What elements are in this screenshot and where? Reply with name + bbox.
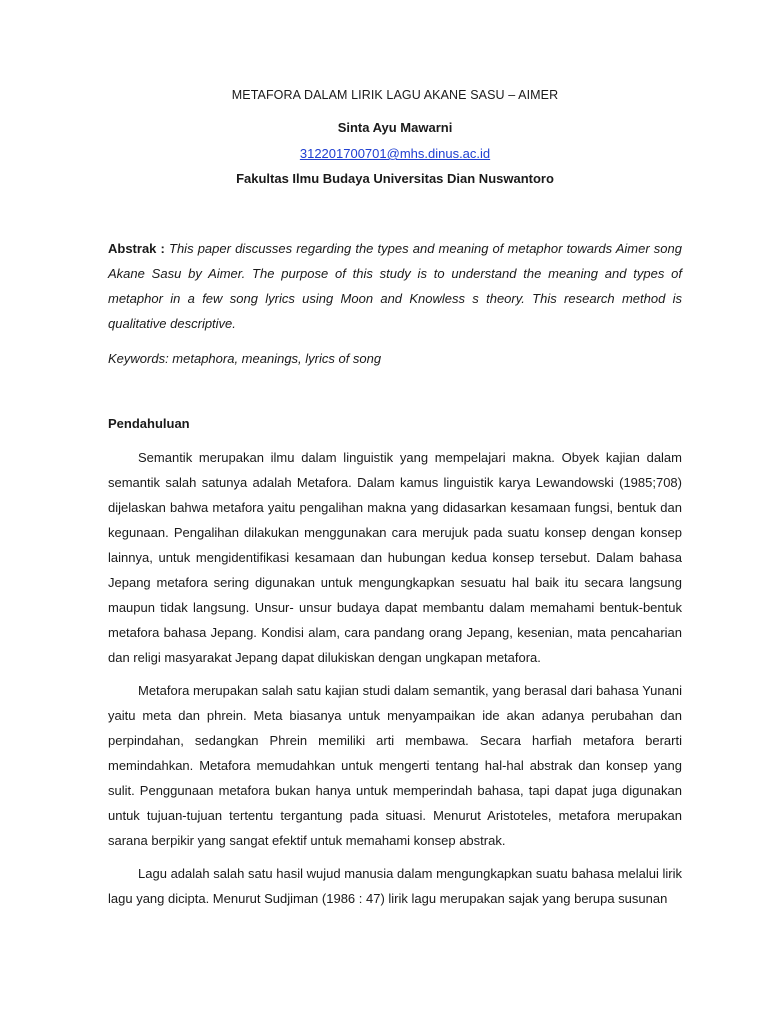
body-paragraph-1: Semantik merupakan ilmu dalam linguistik yang mempelajari makna. Obyek kajian dalam semantik salah satunya adalah Metafora. Dalam kamus linguistik karya Lewandowski (1985;708) dijelaskan bahwa metafora yaitu pengalihan makna yang didasarkan kesamaan fungsi, bentuk dan kegunaan. Pengalihan dilakukan menggunakan cara merujuk pada suatu konsep dengan konsep lainnya, untuk mengidentifikasi kesamaan dan hubungan kedua konsep tersebut. Dalam bahasa Jepang metafora sering digunakan untuk mengungkapkan sesuatu hal baik itu secara langsung maupun tidak langsung. Unsur- unsur budaya dapat membantu dalam memahami bentuk-bentuk metafora bahasa Jepang. Kondisi alam, cara pandang orang Jepang, kesenian, mata pencaharian dan religi masyarakat Jepang dapat dilukiskan dengan ungkapan metafora. [108, 450, 682, 665]
body-paragraph-3: Lagu adalah salah satu hasil wujud manusia dalam mengungkapkan suatu bahasa melalui lirik lagu yang dicipta. Menurut Sudjiman (1986 : 47) lirik lagu merupakan sajak yang berupa susunan [108, 866, 682, 906]
abstract-text: This paper discusses regarding the types and meaning of metaphor towards Aimer song Akane Sasu by Aimer. The purpose of this study is to understand the meaning and types of metaphor in a few song lyrics using Moon and Knowless s theory. This research method is qualitative descriptive. [108, 241, 682, 331]
author-email-link[interactable]: 312201700701@mhs.dinus.ac.id [299, 146, 491, 161]
author-name: Sinta Ayu Mawarni [337, 120, 453, 135]
body-paragraph-2: Metafora merupakan salah satu kajian studi dalam semantik, yang berasal dari bahasa Yunani yaitu meta dan phrein. Meta biasanya untuk menyampaikan ide akan adanya perubahan dan perpindahan, sedangkan Phrein memiliki arti membawa. Secara harfiah metafora berarti memindahkan. Metafora memudahkan untuk mengerti tentang hal-hal abstrak dan konsep yang sulit. Penggunaan metafora bukan hanya untuk memperindah bahasa, tapi dapat juga digunakan untuk tujuan-tujuan tertentu tergantung pada situasi. Menurut Aristoteles, metafora merupakan sarana berpikir yang sangat efektif untuk memahami konsep abstrak. [108, 683, 682, 848]
paper-title: METAFORA DALAM LIRIK LAGU AKANE SASU – AIMER [231, 88, 559, 102]
abstract [108, 236, 682, 336]
abstract-label: Abstrak : [108, 241, 165, 256]
section-heading-pendahuluan: Pendahuluan [108, 416, 190, 431]
author-affiliation: Fakultas Ilmu Budaya Universitas Dian Nuswantoro [236, 171, 554, 186]
keywords: Keywords: metaphora, meanings, lyrics of song [108, 351, 382, 366]
